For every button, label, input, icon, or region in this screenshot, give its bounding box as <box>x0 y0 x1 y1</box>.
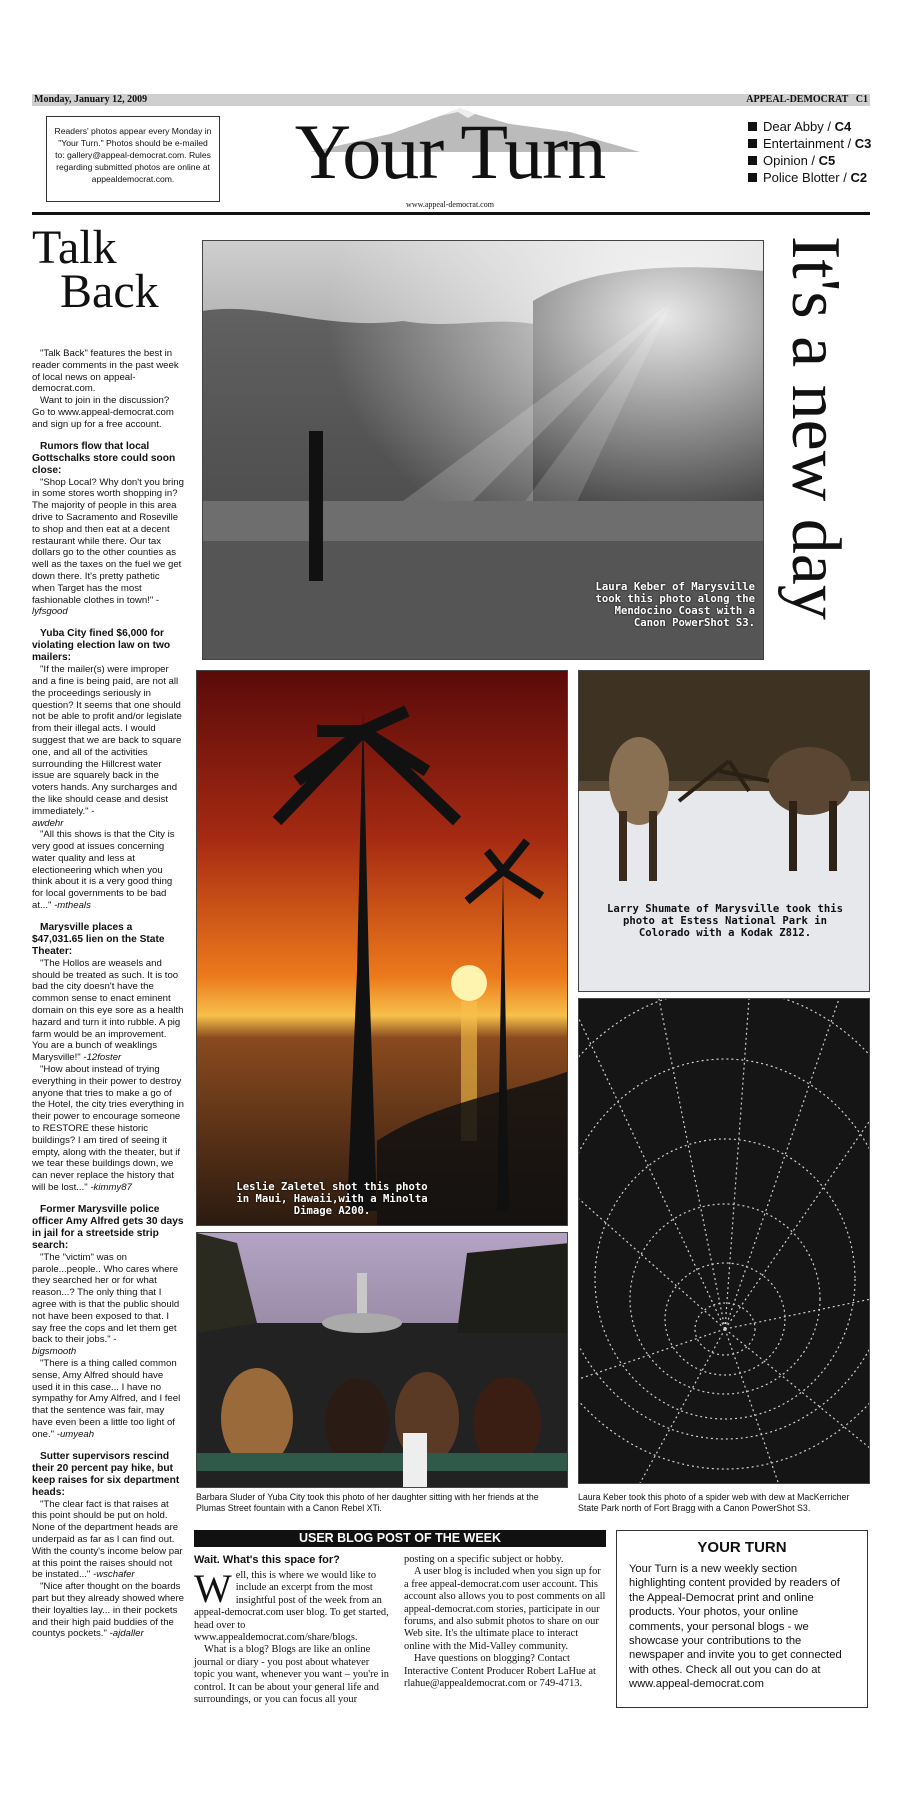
reader-comment: "How about instead of trying everything in their power to destroy anyone that tries to make a go of the Hotel, the city tries everything in their power to encourage someone to RESTORE these historic buildings? I am tired of seeing it empty, along with the theater, but if we tear these buildings down, we can never replace the history that will be lost..." -kimmy87 <box>32 1064 184 1194</box>
elk-photo <box>578 670 870 992</box>
story-headline: Marysville places a $47,031.65 lien on the State Theater: <box>32 921 165 957</box>
reader-comment: "Nice after thought on the boards part but they already showed where their loyalties lay... in their pockets and their high paid buddies of the countys pockets." -ajdaller <box>32 1581 184 1640</box>
your-turn-heading: YOUR TURN <box>697 1539 787 1556</box>
bullet-square-icon <box>748 156 757 165</box>
vertical-headline: It's a new day <box>777 236 854 620</box>
index-item[interactable]: Opinion / C5 <box>748 152 878 169</box>
section-title: Your Turn <box>294 108 606 195</box>
elk-photo-image <box>579 671 870 992</box>
header-rule <box>32 212 870 215</box>
fountain-photo <box>196 1232 568 1488</box>
reader-comment: "Shop Local? Why don't you bring in some stores worth shopping in? The majority of people in this area drive to Sacramento and Roseville to shop and then eat at a decent restaurant while there. Our tax dollars go to the other counties as well as the taxes on the fuel we get down there. It's pretty pathetic when Target has the most fashionable clothes in town!" - lyfsgood <box>32 476 184 618</box>
spider-web-photo-caption: Laura Keber took this photo of a spider web with dew at MacKerricher State Park north of Fort Bragg with a Canon PowerShot S3. <box>578 1492 850 1513</box>
reader-comment: "The Hollos are weasels and should be treated as such. It is too bad the city doesn't have the common sense to enact eminent domain on this eye sore as a health hazard and turn it into rubble. A pig farm would be an improvement. You are a bunch of weaklings Marysville!" -12foster <box>32 957 184 1064</box>
blog-column-1: Well, this is where we would like to include an excerpt from the most insightful post of the week from an appeal-democrat.com user blog. To get started, head over to www.appealdemocrat.com/share/blogs. What is a blog? Blogs are like an online journal or diary - you post about whatever topic you want, whenever you want – you're in control. It can be about your general life and surroundings, or you can focus all your <box>194 1566 389 1706</box>
talk-back-column <box>32 348 184 1640</box>
reader-comment: "There is a thing called common sense, Amy Alfred should have used it in this case... I have no sympathy for Amy Alfred, and I feel that the sentence was fair, may have even been a little too light of one." -umyeah <box>32 1357 181 1440</box>
story-headline: Rumors flow that local Gottschalks store could soon close: <box>32 440 176 476</box>
beach-photo-caption: Laura Keber of Marysville took this photo along the Mendocino Coast with a Canon PowerShot S3. <box>595 581 755 629</box>
section-index <box>748 118 878 186</box>
paper-page-label: APPEAL-DEMOCRAT C1 <box>746 94 868 105</box>
reader-comment: "All this shows is that the City is very good at issues concerning water quality and less at electioneering which when you think about it is a very good thing for local governments to be bad at..." -mtheals <box>32 829 175 912</box>
blog-dropcap: W <box>194 1566 232 1611</box>
issue-date: Monday, January 12, 2009 <box>34 94 148 105</box>
index-item[interactable]: Entertainment / C3 <box>748 135 878 152</box>
reader-comment: "The clear fact is that raises at this point should be put on hold. None of the department heads are underpaid as far as I can find out. With the county's income below par at this point the raises should not be instated..." -wschafer <box>32 1498 183 1581</box>
elk-photo-caption: Larry Shumate of Marysville took this photo at Estess National Park in Colorado with a Kodak Z812. <box>607 903 843 939</box>
sunset-photo-image <box>197 671 568 1226</box>
story-headline: Former Marysville police officer Amy Alfred gets 30 days in jail for a streetside strip search: <box>32 1203 184 1251</box>
talk-back-title: Talk Back <box>32 221 159 318</box>
bullet-square-icon <box>748 139 757 148</box>
masthead-url: www.appeal-democrat.com <box>406 200 494 209</box>
fountain-photo-image <box>197 1233 568 1488</box>
beach-photo <box>202 240 764 660</box>
sunset-photo-caption: Leslie Zaletel shot this photo in Maui, Hawaii,with a Minolta Dimage A200. <box>236 1181 428 1217</box>
masthead <box>250 104 650 208</box>
story-headline: Sutter supervisors rescind their 20 percent pay hike, but keep raises for six department heads: <box>32 1450 180 1498</box>
index-item[interactable]: Dear Abby / C4 <box>748 118 878 135</box>
blog-headline: Wait. What's this space for? <box>194 1554 340 1566</box>
sunset-photo <box>196 670 568 1226</box>
talk-back-intro-2: Want to join in the discussion? Go to www.appeal-democrat.com and sign up for a free account. <box>32 395 174 430</box>
spider-web-image <box>579 999 870 1484</box>
reader-comment: "If the mailer(s) were improper and a fine is being paid, are not all the proceedings seriously in question? It seems that one should not be able to profit and/or legislate from their illegal acts. I would suggest that we are back to square one, and all of the activities surrounding the Hillcrest water issue are squarely back in the voters hands. Any surcharges and the like should cease and desist immediately." - awdehr <box>32 664 182 829</box>
blog-banner: USER BLOG POST OF THE WEEK <box>194 1530 606 1547</box>
readers-photo-note: Readers' photos appear every Monday in "Your Turn." Photos should be e-mailed to: gallery@appeal-democrat.com. Rules regarding submitted photos are online at appealdemocrat.com. <box>46 116 220 202</box>
bullet-square-icon <box>748 122 757 131</box>
spider-web-photo <box>578 998 870 1484</box>
your-turn-info-box <box>616 1530 868 1708</box>
bullet-square-icon <box>748 173 757 182</box>
story-headline: Yuba City fined $6,000 for violating election law on two mailers: <box>32 628 171 664</box>
index-item[interactable]: Police Blotter / C2 <box>748 169 878 186</box>
fountain-photo-caption: Barbara Sluder of Yuba City took this photo of her daughter sitting with her friends at the Plumas Street fountain with a Canon Rebel XTi. <box>196 1492 539 1513</box>
blog-column-2: posting on a specific subject or hobby. A user blog is included when you sign up for a free appeal-democrat.com user account. This account also allows you to post comments on all appeal-democrat.com stories, participate in our forums, and also submit photos to share on our Web site. It's the ultimate place to interact online with the Mid-Valley community. Have questions on blogging? Contact Interactive Content Producer Robert LaHue at rlahue@appealdemocrat.com or 749-4713. <box>404 1554 606 1690</box>
talk-back-intro: "Talk Back" features the best in reader comments in the past week of local news on appeal-democrat.com. <box>32 348 179 395</box>
reader-comment: "The "victim" was on parole...people.. Who cares where they searched her or for what reason...? The only thing that I agree with is that the public should not have been exposed to that. I say free the cops and let them get back to their jobs." - bigsmooth <box>32 1251 180 1358</box>
your-turn-body: Your Turn is a new weekly section highlighting content provided by readers of the Appeal-Democrat print and online products. Your photos, your online comments, your personal blogs - we showcase your contributions to the newspaper and invite you to get connected with othes. Check all out you can do at www.appeal-democrat.com <box>629 1563 842 1691</box>
